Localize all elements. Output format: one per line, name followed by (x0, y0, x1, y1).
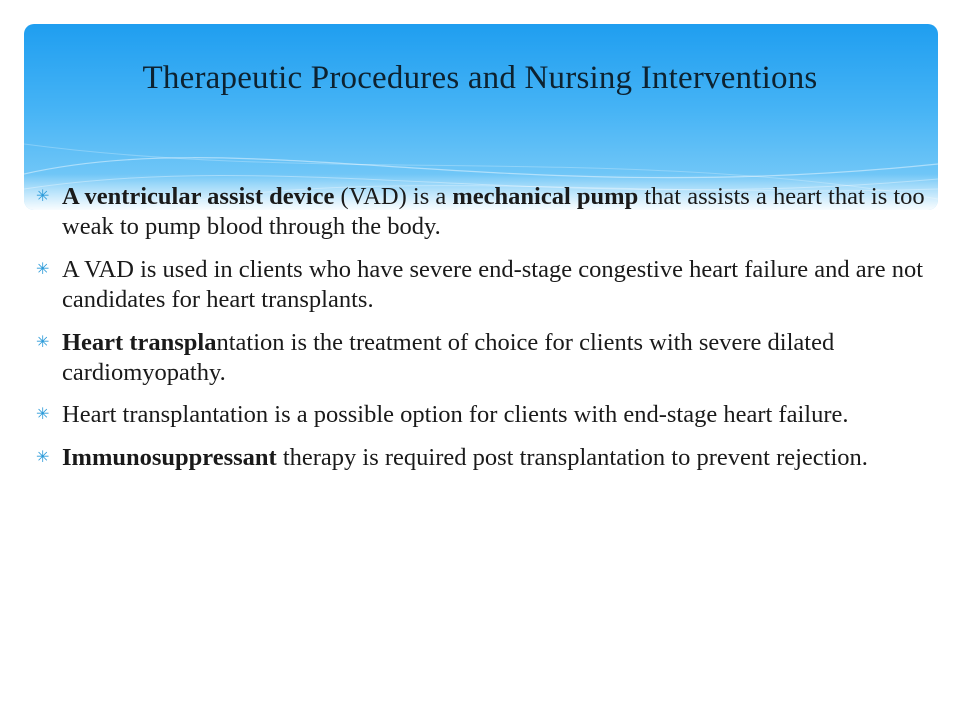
bullet-emphasis-text: Immunosuppressant (62, 443, 277, 471)
bullet-item (36, 443, 926, 473)
bullet-item (36, 328, 926, 389)
bullet-item (36, 400, 926, 430)
bullet-emphasis-text: mechanical pump (452, 183, 639, 210)
bullet-text: that assists a heart that is too weak to pump blood through the body. (62, 183, 925, 241)
asterisk-icon: ✳ (36, 331, 50, 351)
bullet-emphasis-text: A ventricular assist device (62, 183, 335, 210)
asterisk-icon: ✳ (36, 446, 50, 466)
asterisk-icon: ✳ (36, 186, 50, 205)
slide-title: Therapeutic Procedures and Nursing Interventions (142, 60, 818, 96)
asterisk-icon: ✳ (36, 404, 50, 424)
bullet-text: ntation is the treatment of choice for clients with severe dilated cardiomyopathy. (62, 328, 835, 386)
bullet-list (36, 182, 926, 485)
bullet-text: Heart transplantation is a possible option for clients with end-stage heart failure. (62, 401, 849, 429)
bullet-item (36, 182, 926, 243)
bullet-text: therapy is required post transplantation to prevent rejection. (276, 443, 868, 471)
bullet-text: (VAD) is a (334, 183, 453, 210)
bullet-item (36, 255, 926, 316)
asterisk-icon: ✳ (36, 258, 50, 278)
bullet-emphasis-text: Heart transpla (62, 328, 217, 356)
bullet-text: A VAD is used in clients who have severe end-stage congestive heart failure and are not candidates for heart transplants. (62, 255, 924, 314)
